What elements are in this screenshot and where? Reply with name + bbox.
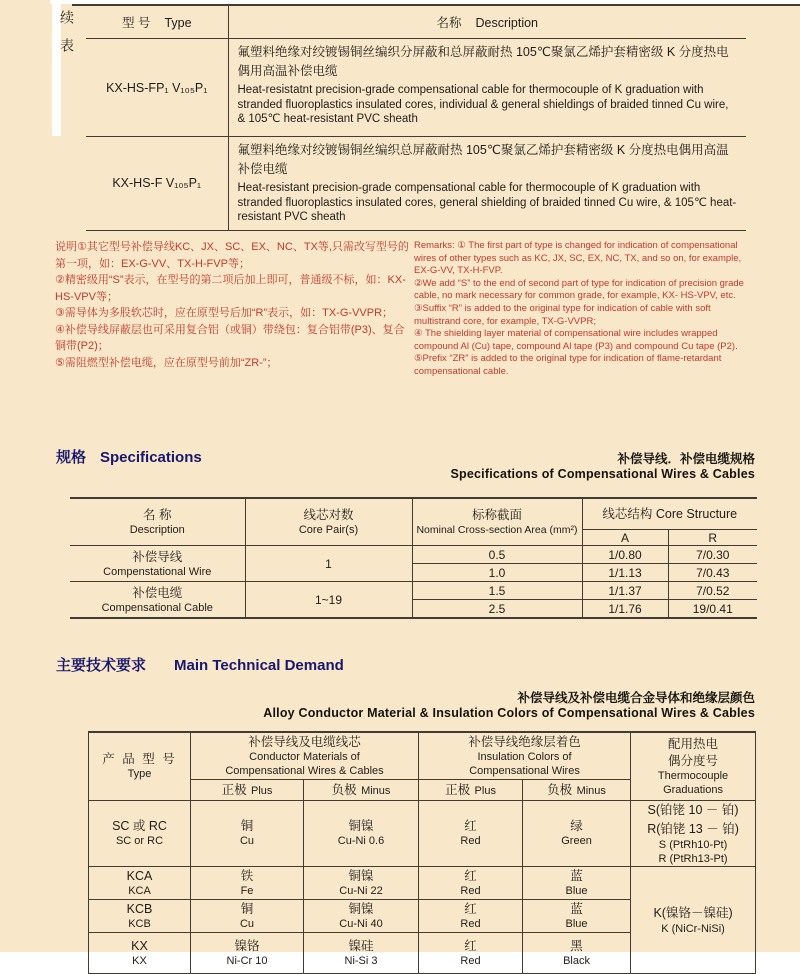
tech-type-zh: KX [131,938,148,953]
remark-item: ⑤Prefix “ZR” is added to the original type for indication of flame-retardant compensational cable. [414,353,722,377]
val-en: Ni-Cr 10 [226,954,268,967]
minus-zh: 负极 [547,783,573,797]
note-item: ③需导体为多股软芯时，应在原型号后加“R”表示，如：TX-G-VVPR； [55,307,394,319]
spec-header-area-zh: 标称截面 [471,508,522,522]
grad-line: K(镍铬－镍硅) [653,905,733,920]
val-en: Cu-Ni 0.6 [337,835,385,848]
minus-zh: 负极 [331,783,357,797]
cable-types-table [86,6,746,231]
tech-cond-plus-cell [191,900,304,933]
tech-cond-minus-cell [304,933,419,974]
tech-type-cell [89,933,191,974]
val-en: Red [460,954,481,967]
cable-description-zh: 氟塑料绝缘对绞镀锡铜丝编织分屏蔽和总屏蔽耐热 105℃聚氯乙烯护套精密级 K 分度热电偶用高温补偿电缆 [237,45,729,78]
val-en: Red [460,884,481,897]
val-zh: 铁 [240,868,254,883]
type-header-zh: 型 号 [121,16,151,30]
tech-header-graduations [631,732,756,801]
plus-zh: 正极 [445,783,471,797]
tech-ins-minus-cell [523,933,631,974]
val-en: Blue [565,884,588,897]
val-zh: 镍铬 [234,938,260,953]
spec-subheader-r: R [668,530,757,546]
tech-header-conductor-en1: Conductor Materials of [249,751,360,763]
spec-header-name-en: Description [129,524,185,536]
tech-header-insulation-en1: Insulation Colors of [477,751,572,763]
grad-line: S (PtRh10-Pt) [658,839,728,851]
remark-item: ③Suffix “R” is added to the original type for indication of cable with soft multistrand core, for example, TX-G-VVPR; [414,302,711,327]
spec-subheader-a: A [582,530,668,546]
val-zh: 铜镍 [348,819,374,834]
notes-chinese [55,239,409,371]
plus-en: Plus [251,785,273,797]
tech-subheader-plus [191,780,304,801]
spec-structure-a: 1/1.37 [582,582,668,600]
tech-cond-plus-cell [191,801,304,867]
spec-structure-a: 1/0.80 [582,546,668,564]
val-en: Fe [240,884,254,897]
spec-structure-a: 1/1.76 [582,600,668,619]
remark-item: Remarks: ① The first part of type is changed for indication of compensational wires of other types such as KC, JX, SC, EX, NC, TX, and so on, for example, EX-G-VV, TX-H-FVP. [414,240,742,277]
tech-header-insulation [419,732,631,780]
cable-type-code: KX-HS-FP₁ V₁₀₅P₁ [86,39,228,137]
plus-en: Plus [474,785,496,797]
spec-subtitle-zh: 补偿导线．补偿电缆规格 [617,452,755,466]
name-header-en: Description [475,16,539,30]
spec-area-value: 0.5 [412,546,582,564]
tech-ins-plus-cell [419,933,523,974]
val-en: Green [561,835,592,848]
val-zh: 蓝 [570,901,583,916]
spec-header-structure-label: 线芯结构 Core Structure [602,507,738,521]
technical-demand-table [88,731,756,974]
val-en: Black [563,954,590,967]
technical-demand-heading-zh: 主要技术要求 [56,657,147,674]
type-column-header [86,6,228,39]
description-column-header [228,6,746,39]
val-zh: 黑 [570,938,583,953]
tech-type-zh: SC 或 RC [112,819,167,834]
tech-header-grad-zh2: 偶分度号 [668,754,719,768]
val-zh: 铜 [240,901,254,916]
val-zh: 红 [464,938,477,953]
tech-subheader-plus [419,780,523,801]
val-zh: 红 [464,819,477,834]
val-zh: 铜镍 [348,901,374,916]
spec-header-row [70,498,757,530]
cable-type-description [228,39,746,137]
val-en: Ni-Si 3 [344,954,378,967]
spec-group-name [70,582,245,619]
spec-header-name [70,498,245,546]
grad-line: R (PtRh13-Pt) [658,852,728,865]
tech-header-type-zh: 产 品 型 号 [102,752,177,767]
cable-description-zh: 氟塑料绝缘对绞镀锡铜丝编织总屏蔽耐热 105℃聚氯乙烯护套精密级 K 分度热电偶用高温补偿电缆 [237,143,729,176]
val-zh: 红 [464,868,477,883]
val-en: Red [460,835,481,848]
spec-area-value: 1.0 [412,564,582,582]
remark-item: ④ The shielding layer material of compensational wire includes wrapped compound Al (Cu) tape, compound Al tape (P3) and compound Cu tape (P2). [414,328,738,352]
technical-demand-heading-en: Main Technical Demand [174,657,344,674]
name-header-zh: 名称 [436,16,462,30]
spec-structure-r: 7/0.43 [668,564,757,582]
tech-type-zh: KCA [126,868,153,883]
tech-type-cell [89,867,191,900]
tech-ins-plus-cell [419,900,523,933]
val-zh: 绿 [570,819,583,834]
spec-data-row [70,546,757,564]
val-en: Cu [239,835,255,848]
continued-table-label: 续表 [59,10,75,66]
tech-cond-minus-cell [304,900,419,933]
technical-demand-heading [56,654,344,675]
spec-header-structure [582,498,757,530]
spec-group-name-zh: 补偿导线 [132,549,183,564]
tech-subheader-minus [304,780,419,801]
tech-header-conductor-zh: 补偿导线及电缆线芯 [248,735,361,749]
val-zh: 铜 [240,819,254,834]
spec-group-pairs: 1~19 [245,582,412,619]
val-en: Red [460,917,481,930]
note-item: ②精密级用“S”表示，在型号的第二项后加上即可，普通级不标，如：KX-HS-VPV等； [55,274,406,303]
minus-en: Minus [576,785,606,797]
spec-header-area [412,498,582,546]
tech-ins-plus-cell [419,801,523,867]
spec-header-pairs [245,498,412,546]
tech-header-conductor [191,732,419,780]
spec-structure-r: 19/0.41 [668,600,757,619]
tech-cond-plus-cell [191,933,304,974]
spec-group-name-en: Compensational Cable [101,601,213,614]
val-en: Cu [239,917,255,930]
specifications-table [70,497,757,619]
tech-type-cell [89,900,191,933]
cable-type-row [86,137,746,231]
tech-type-en: SC or RC [115,835,164,848]
spec-group-name [70,546,245,582]
grad-line: K (NiCr-NiSi) [661,922,725,935]
tech-ins-plus-cell [419,867,523,900]
tech-header-row [89,732,756,780]
tech-header-grad-en1: Thermocouple [657,770,729,782]
spec-header-name-zh: 名 称 [143,508,172,522]
tech-cond-plus-cell [191,867,304,900]
cable-types-header-row [86,6,746,39]
spec-group-pairs: 1 [245,546,412,582]
tech-cond-minus-cell [304,867,419,900]
tech-type-en: KX [132,954,147,967]
spec-structure-a: 1/1.13 [582,564,668,582]
tech-header-type [89,732,191,801]
specifications-heading-en: Specifications [100,449,202,466]
tech-ins-minus-cell [523,900,631,933]
spec-area-value: 1.5 [412,582,582,600]
tech-header-grad-zh1: 配用热电 [668,737,719,751]
val-zh: 蓝 [570,868,583,883]
tech-header-conductor-en2: Compensational Wires & Cables [225,764,384,777]
val-zh: 镍硅 [348,938,374,953]
tech-header-grad-en2: Graduations [663,783,723,796]
tech-type-en: KCB [128,917,151,930]
tech-data-row-sc [89,801,756,867]
spec-subtitle-en: Specifications of Compensational Wires & Cables [450,467,755,481]
tech-type-zh: KCB [126,901,153,916]
tech-header-type-en: Type [127,768,152,781]
note-item: 说明①其它型号补偿导线KC、JX、SC、EX、NC、TX等,只需改写型号的第一项，如：EX-G-VV、TX-H-FVP等； [55,241,409,270]
val-en: Cu-Ni 22 [339,884,383,897]
minus-en: Minus [361,785,391,797]
tech-subtitle-en: Alloy Conductor Material & Insulation Colors of Compensational Wires & Cables [263,706,755,720]
note-item: ⑤需阻燃型补偿电缆，应在原型号前加“ZR-”； [55,356,278,369]
specifications-heading [56,446,202,467]
cable-type-code: KX-HS-F V₁₀₅P₁ [86,137,228,231]
tech-type-cell [89,801,191,867]
spec-area-value: 2.5 [412,600,582,619]
tech-graduation-k-cell [631,867,756,974]
val-en: Blue [565,917,588,930]
val-zh: 红 [464,901,477,916]
tech-subtitle-zh: 补偿导线及补偿电缆合金导体和绝缘层颜色 [517,691,755,705]
tech-ins-minus-cell [523,867,631,900]
type-header-en: Type [164,16,192,30]
tech-graduation-sr-cell [631,801,756,867]
cable-type-row [86,39,746,137]
tech-header-insulation-zh: 补偿导线绝缘层着色 [468,735,581,749]
cable-description-en: Heat-resistatnt precision-grade compensational cable for thermocouple of K graduation with stranded fluoroplastics insulated cores, individual & general shieldings of braided tinned Cu wire, & 105℃ heat-resistant PVC sheath [237,84,729,125]
grad-line: R(铂铑 13 － 铂) [647,822,739,836]
specifications-heading-zh: 规格 [56,449,87,466]
grad-line: S(铂铑 10 － 铂) [647,803,739,817]
tech-data-row-kca [89,867,756,900]
tech-subheader-minus [523,780,631,801]
tech-ins-minus-cell [523,801,631,867]
val-en: Cu-Ni 40 [339,917,383,930]
spec-header-pairs-en: Core Pair(s) [298,524,359,536]
plus-zh: 正极 [221,783,247,797]
tech-header-insulation-en2: Compensational Wires [469,764,580,777]
cable-type-description [228,137,746,231]
remark-item: ②We add “S” to the end of second part of type for indication of precision grade cable, no mark necessary for common grade, for example, KX- HS-VPV, etc. [414,277,744,302]
val-zh: 铜镍 [348,868,374,883]
spec-structure-r: 7/0.30 [668,546,757,564]
spec-group-name-en: Compenstational Wire [103,565,212,578]
spec-structure-r: 7/0.52 [668,582,757,600]
spec-header-pairs-zh: 线芯对数 [303,508,354,522]
spec-data-row [70,582,757,600]
spec-header-area-en: Nominal Cross-section Area (mm²) [416,524,578,536]
tech-type-en: KCA [128,884,151,897]
cable-description-en: Heat-resistant precision-grade compensational cable for thermocouple of K graduation with stranded fluoroplastics insulated cores, general shielding of braided tinned Cu wire, & 105℃ heat-resistant PVC sheath [237,182,737,223]
spec-group-name-zh: 补偿电缆 [132,585,183,600]
remarks-english [414,240,748,379]
tech-cond-minus-cell [304,801,419,867]
note-item: ④补偿导线屏蔽层也可采用复合铝（或铜）带绕包：复合铝带(P3)、复合铜带(P2)； [55,323,405,352]
